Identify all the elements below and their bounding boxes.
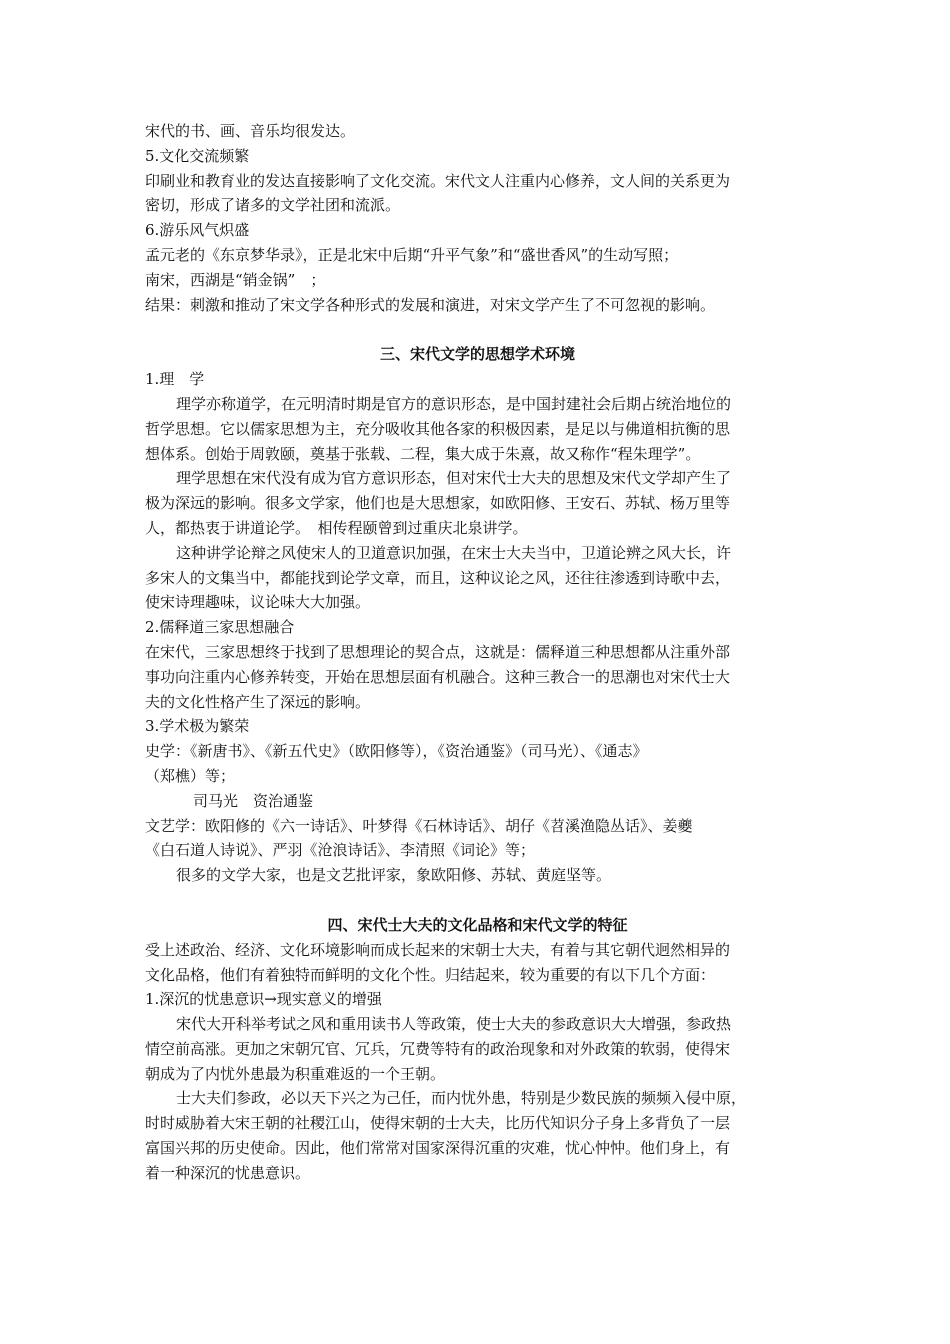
list-item-title: 3.学术极为繁荣 [145, 717, 250, 736]
text-line: 南宋，西湖是“销金锅” ； [145, 270, 326, 289]
spacer [145, 317, 810, 342]
paragraph-line: 想体系。创始于周敦颐，奠基于张载、二程，集大成于朱熹，故又称作“程朱理学”。 [145, 444, 701, 463]
section-heading: 三、宋代文学的思想学术环境 [379, 345, 575, 364]
paragraph-line: 哲学思想。它以儒家思想为主，充分吸收其他各家的积极因素，是足以与佛道相抗衡的思 [145, 419, 731, 438]
list-item-title: 2.儒释道三家思想融合 [145, 618, 295, 637]
paragraph-line: 很多的文学大家，也是文艺批评家，象欧阳修、苏轼、黄庭坚等。 [176, 866, 612, 885]
paragraph-line: 理学亦称道学，在元明清时期是官方的意识形态，是中国封建社会后期占统治地位的 [176, 394, 732, 413]
paragraph-line: 受上述政治、经济、文化环境影响而成长起来的宋朝士大夫，有着与其它朝代迥然相异的 [145, 940, 731, 959]
paragraph-line: 宋代大开科举考试之风和重用读书人等政策，使士大夫的参政意识大大增强，参政热 [176, 1015, 732, 1034]
paragraph-line: 夫的文化性格产生了深远的影响。 [145, 692, 371, 711]
paragraph-line: 文艺学：欧阳修的《六一诗话》、叶梦得《石林诗话》、胡仔《苕溪渔隐丛话》、姜夔 [145, 816, 693, 835]
paragraph-line: 在宋代，三家思想终于找到了思想理论的契合点，这就是：儒释道三种思想都从注重外部 [145, 642, 731, 661]
list-item-title: 1.理 学 [145, 370, 205, 389]
paragraph-line: 这种讲学论辩之风使宋人的卫道意识加强，在宋士大夫当中，卫道论辨之风大长，许 [176, 543, 732, 562]
paragraph-line: （郑樵）等； [145, 766, 236, 785]
paragraph-line: 着一种深沉的忧患意识。 [145, 1163, 311, 1182]
text-line: 宋代的书、画、音乐均很发达。 [145, 122, 356, 140]
paragraph-line: 多宋人的文集当中，都能找到论学文章，而且，这种议论之风，还往往渗透到诗歌中去， [145, 568, 731, 587]
text-line: 印刷业和教育业的发达直接影响了文化交流。宋代文人注重内心修养，文人间的关系更为 [145, 171, 731, 190]
list-item-title: 6.游乐风气炽盛 [145, 221, 250, 240]
text-line: 密切，形成了诸多的文学社团和流派。 [145, 196, 401, 215]
paragraph-line: 朝成为了内忧外患最为积重难返的一个王朝。 [145, 1064, 446, 1083]
spacer [145, 888, 810, 913]
paragraph-line: 文化品格，他们有着独特而鲜明的文化个性。归结起来，较为重要的有以下几个方面： [145, 965, 716, 984]
list-item-title: 1.深沉的忧患意识→现实意义的增强 [145, 990, 382, 1009]
paragraph-line: 人，都热衷于讲道论学。 相传程颐曾到过重庆北泉讲学。 [145, 518, 528, 537]
text-line: 结果：刺激和推动了宋文学各种形式的发展和演进，对宋文学产生了不可忽视的影响。 [145, 295, 716, 314]
document-page [145, 119, 810, 1186]
paragraph-line: 司马光 资治通鉴 [193, 791, 314, 810]
paragraph-line: 事功向注重内心修养转变，开始在思想层面有机融合。这种三教合一的思潮也对宋代士大 [145, 667, 731, 686]
paragraph-line: 时时威胁着大宋王朝的社稷江山，使得宋朝的士大夫，比历代知识分子身上多背负了一层 [145, 1114, 731, 1133]
paragraph-line: 理学思想在宋代没有成为官方意识形态，但对宋代士大夫的思想及宋代文学却产生了 [176, 469, 732, 488]
list-item-title: 5.文化交流频繁 [145, 146, 250, 165]
paragraph-line: 富国兴邦的历史使命。因此，他们常常对国家深得沉重的灾难，忧心忡忡。他们身上，有 [145, 1139, 731, 1158]
paragraph-line: 士大夫们参政，必以天下兴之为己任，而内忧外患，特别是少数民族的频频入侵中原， [176, 1089, 747, 1108]
text-line: 孟元老的《东京梦华录》，正是北宋中后期“升平气象”和“盛世香风”的生动写照； [145, 245, 679, 264]
paragraph-line: 极为深远的影响。很多文学家，他们也是大思想家，如欧阳修、王安石、苏轼、杨万里等 [145, 494, 731, 513]
section-heading: 四、宋代士大夫的文化品格和宋代文学的特征 [327, 915, 628, 934]
paragraph-line: 情空前高涨。更加之宋朝冗官、冗兵，冗费等特有的政治现象和对外政策的软弱，使得宋 [145, 1039, 731, 1058]
paragraph-line: 《白石道人诗说》、严羽《沧浪诗话》、李清照《词论》等； [145, 841, 536, 860]
paragraph-line: 史学：《新唐书》、《新五代史》（欧阳修等），《资治通鉴》（司马光）、《通志》 [145, 742, 648, 761]
paragraph-line: 使宋诗理趣味，议论味大大加强。 [145, 593, 371, 612]
